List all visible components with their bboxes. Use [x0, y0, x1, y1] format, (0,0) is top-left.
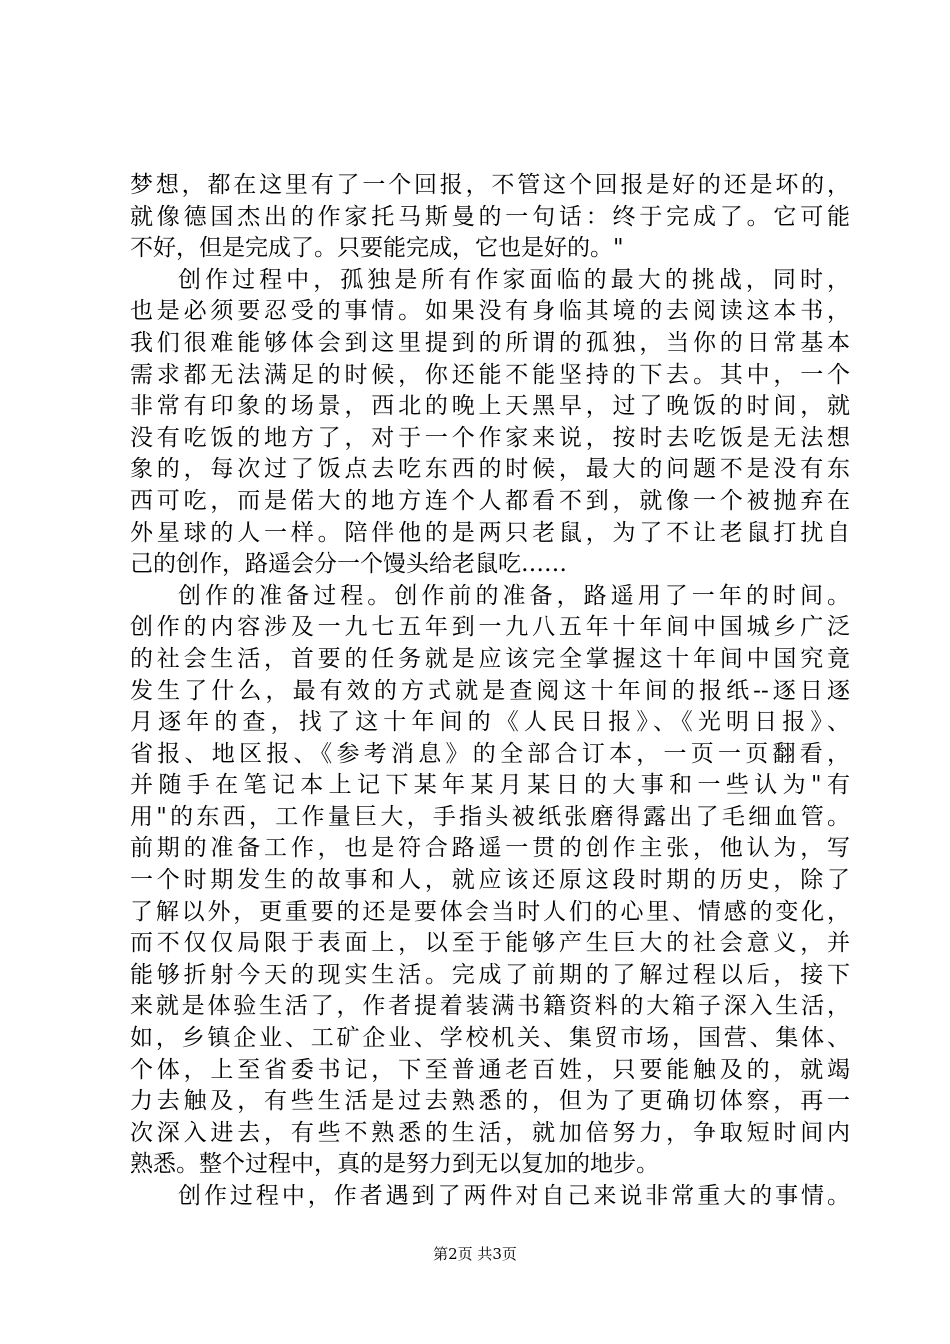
- body-text: [130, 170, 850, 1213]
- text-line: 个体，上至省委书记，下至普通老百姓，只要能触及的，就竭: [130, 1056, 850, 1083]
- text-line: 而不仅仅局限于表面上，以至于能够产生巨大的社会意义，并: [130, 930, 850, 957]
- text-line: 发生了什么，最有效的方式就是查阅这十年间的报纸--逐日逐: [130, 677, 850, 704]
- text-line: 熟悉。整个过程中，真的是努力到无以复加的地步。: [130, 1151, 659, 1178]
- text-line: 象的，每次过了饭点去吃东西的时候，最大的问题不是没有东: [130, 456, 850, 483]
- text-line: 不好，但是完成了。只要能完成，它也是好的。": [130, 235, 624, 262]
- text-line: 创作过程中，孤独是所有作家面临的最大的挑战，同时，: [178, 266, 850, 293]
- text-line: 没有吃饭的地方了，对于一个作家来说，按时去吃饭是无法想: [130, 424, 850, 451]
- text-line: 我们很难能够体会到这里提到的所谓的孤独，当你的日常基本: [130, 329, 850, 356]
- text-line: 就像德国杰出的作家托马斯曼的一句话：终于完成了。它可能: [130, 203, 850, 230]
- page-footer: 第2页 共3页: [433, 1245, 517, 1263]
- text-line: 来就是体验生活了，作者提着装满书籍资料的大箱子深入生活，: [130, 993, 850, 1020]
- text-line: 力去触及，有些生活是过去熟悉的，但为了更确切体察，再一: [130, 1088, 850, 1115]
- text-line: 也是必须要忍受的事情。如果没有身临其境的去阅读这本书，: [130, 298, 850, 325]
- text-line: 月逐年的查，找了这十年间的《人民日报》、《光明日报》、: [130, 709, 850, 736]
- text-line: 用"的东西，工作量巨大，手指头被纸张磨得露出了毛细血管。: [130, 803, 850, 830]
- text-line: 创作的准备过程。创作前的准备，路遥用了一年的时间。: [178, 582, 850, 609]
- text-line: 一个时期发生的故事和人，就应该还原这段时期的历史，除了: [130, 867, 850, 894]
- text-line: 能够折射今天的现实生活。完成了前期的了解过程以后，接下: [130, 961, 850, 988]
- text-line: 西可吃，而是偌大的地方连个人都看不到，就像一个被抛弃在: [130, 487, 850, 514]
- text-line: 前期的准备工作，也是符合路遥一贯的创作主张，他认为，写: [130, 835, 850, 862]
- text-line: 外星球的人一样。陪伴他的是两只老鼠，为了不让老鼠打扰自: [130, 519, 850, 546]
- text-line: 如，乡镇企业、工矿企业、学校机关、集贸市场，国营、集体、: [130, 1025, 850, 1052]
- text-line: 非常有印象的场景，西北的晚上天黑早，过了晚饭的时间，就: [130, 393, 850, 420]
- text-line: 梦想，都在这里有了一个回报，不管这个回报是好的还是坏的，: [130, 172, 850, 198]
- text-line: 了解以外，更重要的还是要体会当时人们的心里、情感的变化，: [130, 898, 850, 925]
- text-line: 己的创作，路遥会分一个馒头给老鼠吃……: [130, 551, 567, 578]
- text-line: 需求都无法满足的时候，你还能不能坚持的下去。其中，一个: [130, 361, 850, 388]
- text-line: 并随手在笔记本上记下某年某月某日的大事和一些认为"有: [130, 772, 850, 799]
- text-line: 次深入进去，有些不熟悉的生活，就加倍努力，争取短时间内: [130, 1119, 850, 1146]
- text-line: 创作过程中，作者遇到了两件对自己来说非常重大的事情。: [178, 1183, 850, 1209]
- text-line: 省报、地区报、《参考消息》的全部合订本，一页一页翻看，: [130, 740, 850, 767]
- text-line: 的社会生活，首要的任务就是应该完全掌握这十年间中国究竟: [130, 645, 850, 672]
- text-line: 创作的内容涉及一九七五年到一九八五年十年间中国城乡广泛: [130, 614, 850, 641]
